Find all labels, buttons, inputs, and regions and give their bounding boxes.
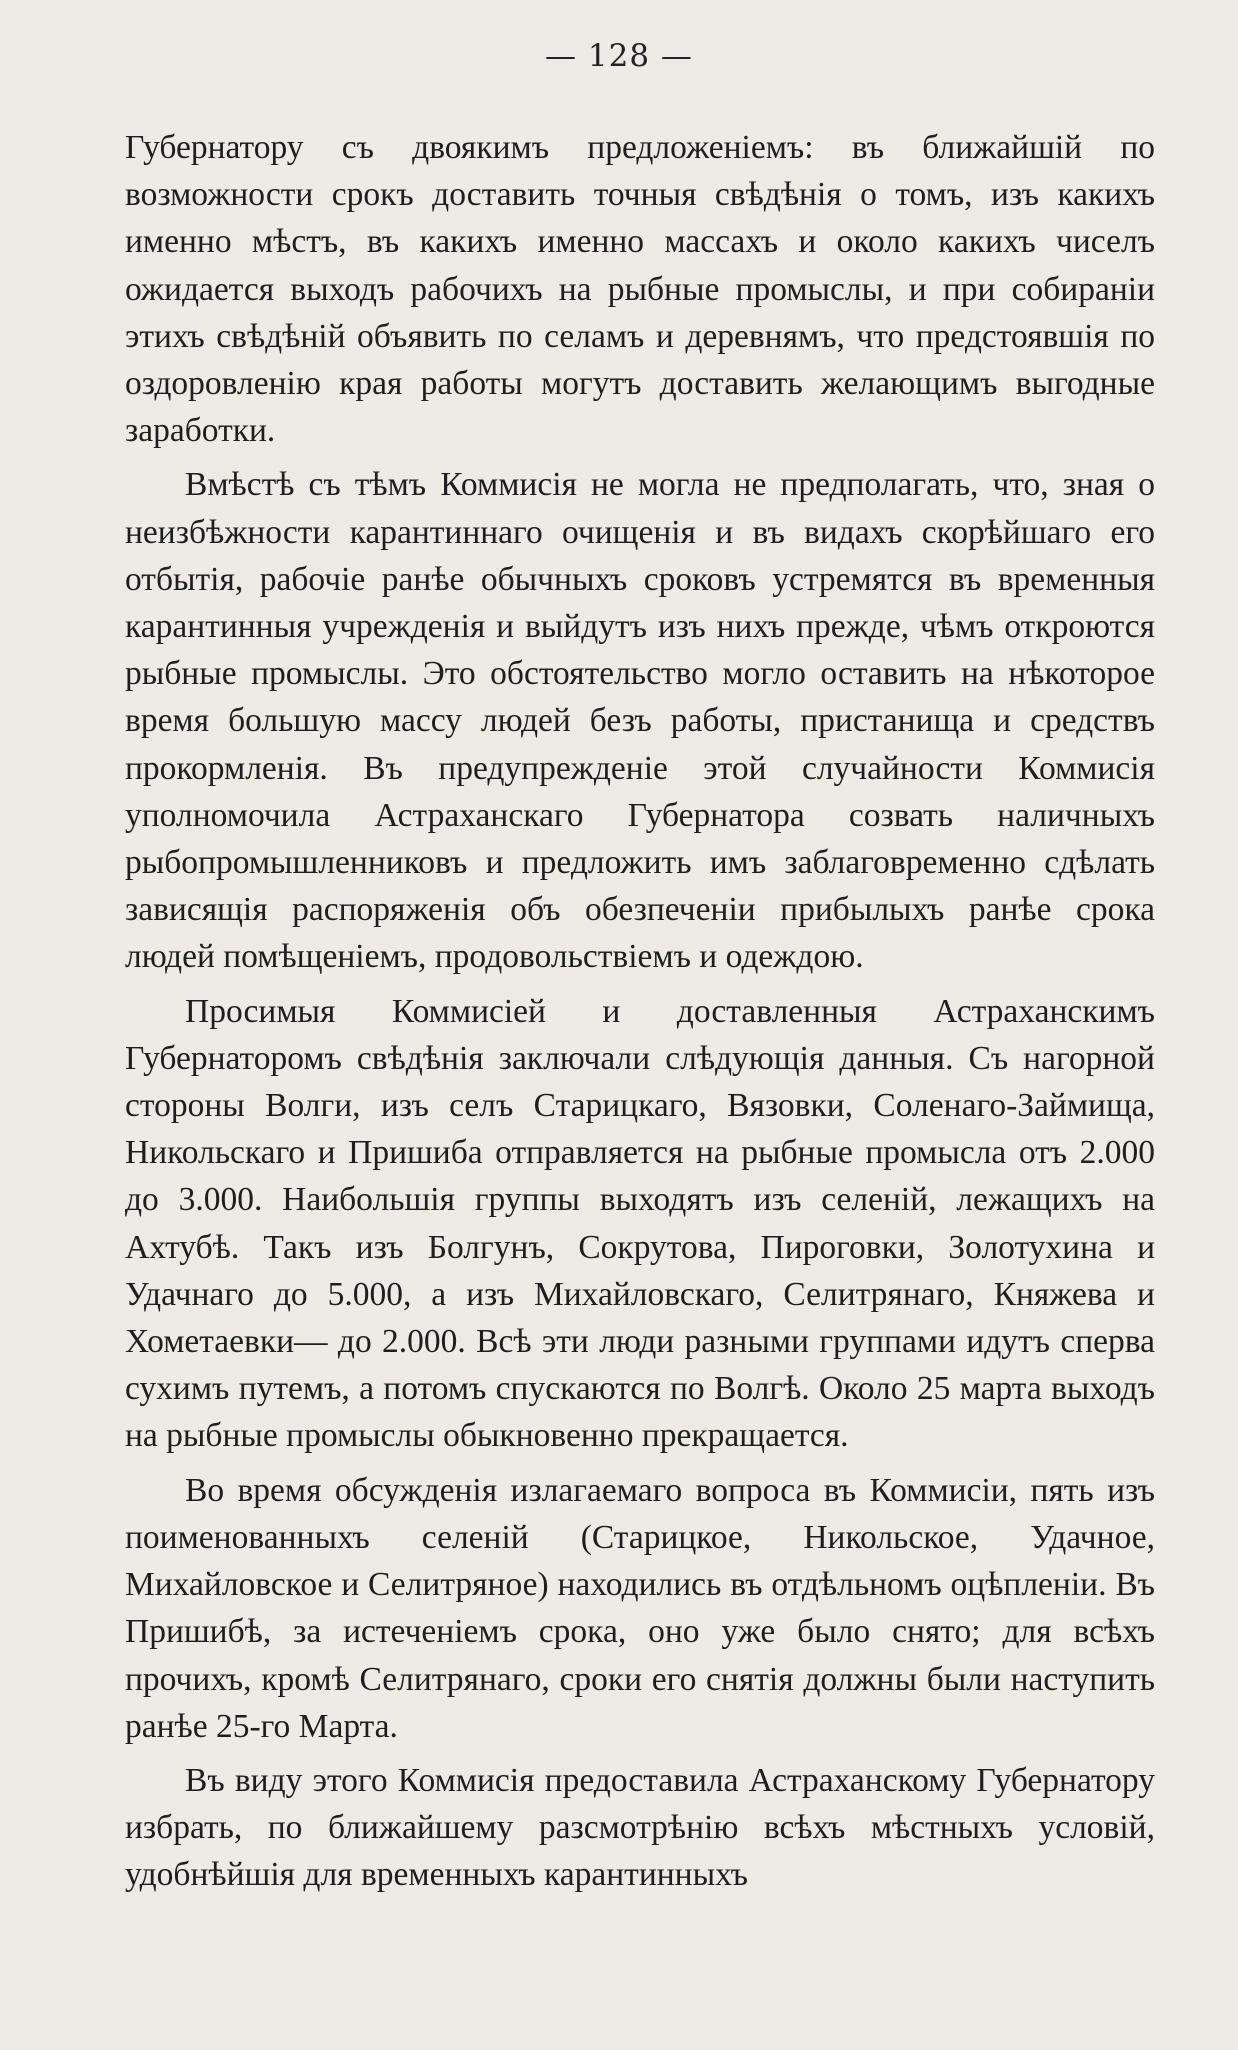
paragraph-5: Въ виду этого Коммисiя предоставила Астраханскому Губернатору избрать, по ближайшему разсмотрѣнiю всѣхъ мѣстныхъ условiй, удобнѣйшiя для временныхъ карантинныхъ	[125, 1761, 1155, 1894]
paragraph-3: Просимыя Коммисiей и доставленныя Астраханскимъ Губернаторомъ свѣдѣнiя заключали слѣдующiя данныя. Съ нагорной стороны Волги, изъ селъ Старицкаго, Вязовки, Соленаго-Займища, Никольскаго и Пришиба отправляется на рыбные промысла отъ 2.000 до 3.000. Наибольшiя группы выходятъ изъ селенiй, лежащихъ на Ахтубѣ. Такъ изъ Болгунъ, Сокрутова, Пироговки, Золотухина и Удачнаго до 5.000, а изъ Михайловскаго, Селитрянаго, Княжева и Хометаевки— до 2.000. Всѣ эти люди разными группами идутъ сперва сухимъ путемъ, а потомъ спускаются по Волгѣ. Около 25 марта выходъ на рыбные промыслы обыкновенно прекращается.	[125, 992, 1155, 1455]
paragraph-1: Губернатору съ двоякимъ предложенiемъ: въ ближайшiй по возможности срокъ доставить точныя свѣдѣнiя о томъ, изъ какихъ именно мѣстъ, въ какихъ именно массахъ и около какихъ чиселъ ожидается выходъ рабочихъ на рыбные промыслы, и при собиранiи этихъ свѣдѣнiй объявить по селамъ и деревнямъ, что предстоявшiя по оздоровленiю края работы могутъ доставить желающимъ выгодные заработки.	[125, 129, 1155, 450]
page-number: — 128 —	[545, 38, 693, 74]
paragraph-2: Вмѣстѣ съ тѣмъ Коммисiя не могла не предполагать, что, зная о неизбѣжности карантиннаго очищенiя и въ видахъ скорѣйшаго его отбытiя, рабочiе ранѣе обычныхъ сроковъ устремятся въ временныя карантинныя учрежденiя и выйдутъ изъ нихъ прежде, чѣмъ откроются рыбные промыслы. Это обстоятельство могло оставить на нѣкоторое время большую массу людей безъ работы, пристанища и средствъ прокормленiя. Въ предупрежденiе этой случайности Коммисiя уполномочила Астраханскаго Губернатора созвать наличныхъ рыбопромышленниковъ и предложить имъ заблаговременно сдѣлать зависящiя распоряженiя объ обезпеченiи прибылыхъ ранѣе срока людей помѣщенiемъ, продовольствiемъ и одеждою.	[125, 466, 1155, 976]
page-body	[125, 124, 1155, 1906]
paragraph-4: Во время обсужденiя излагаемаго вопроса въ Коммисiи, пять изъ поименованныхъ селенiй (Старицкое, Никольское, Удачное, Михайловское и Селитряное) находились въ отдѣльномъ оцѣпленiи. Въ Пришибѣ, за истеченiемъ срока, оно уже было снято; для всѣхъ прочихъ, кромѣ Селитрянаго, сроки его снятiя должны были наступить ранѣе 25-го Марта.	[125, 1471, 1155, 1745]
